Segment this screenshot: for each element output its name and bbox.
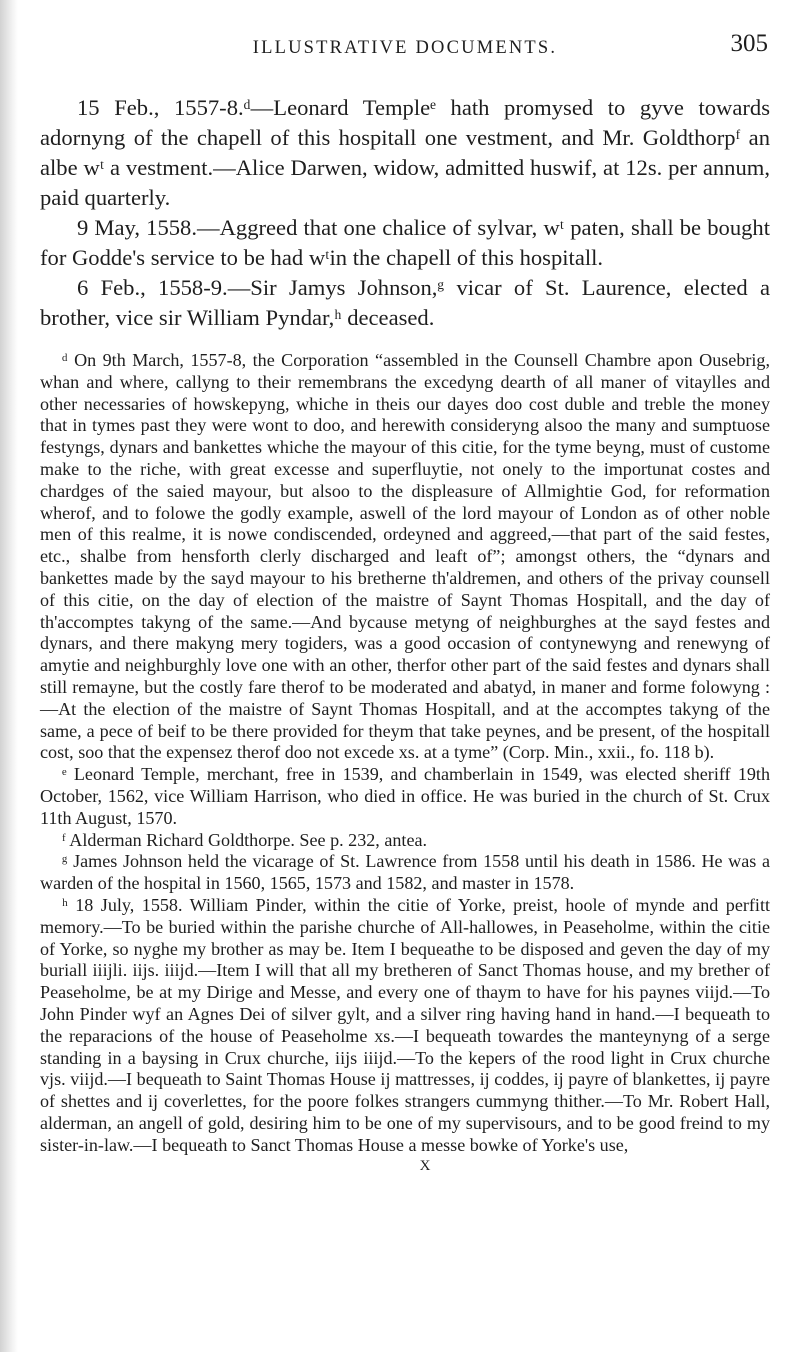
footnotes [40, 350, 770, 1156]
main-text [40, 93, 770, 333]
footnote-e: ᵉ Leonard Temple, merchant, free in 1539, and chamberlain in 1549, was elected sheriff 19th October, 1562, vice William Harrison, who died in office. He was buried in the church of St. Crux 11th August, 1570. [40, 764, 770, 828]
entry-paragraph: 9 May, 1558.—Aggreed that one chalice of sylvar, wᵗ paten, shall be bought for Godde's service to be had wᵗin the chapell of this hospitall. [40, 215, 770, 270]
entry-paragraph: 15 Feb., 1557-8.ᵈ—Leonard Templeᵉ hath promysed to gyve towards adornyng of the chapell of this hospitall one vestment, and Mr. Goldthorpᶠ an albe wᵗ a vestment.—Alice Darwen, widow, admitted huswif, at 12s. per annum, paid quarterly. [40, 95, 770, 210]
footnote-d: ᵈ On 9th March, 1557-8, the Corporation “assembled in the Counsell Chambre apon Ousebrig, whan and where, callyng to their remembrans the excedyng dearth of all maner of vitaylles and other necessaries of howskepyng, whiche in theis our dayes doo cost duble and treble the money that in tymes past they were wont to doo, and herewith consideryng alsoo the many and sumptuose festyngs, dynars and bankettes whiche the mayour of this citie, for the tyme beyng, must of custome make to the riche, with great excesse and superfluytie, not onely to the importunat costes and chardges of the saied mayour, but alsoo to the displeasure of Allmightie God, for reformation wherof, and to folowe the godly example, aswell of the lord mayour of London as of other noble men of this realme, it is nowe condiscended, ordeyned and aggreed,—that part of the said festes, etc., shalbe from hensforth clerly discharged and leaft of”; amongst others, the “dynars and bankettes made by the sayd mayour to his bretherne th'aldremen, and others of the privay counsell of this citie, on the day of election of the maistre of Saynt Thomas Hospitall, and the day of th'accomptes takyng of the same.—And bycause metyng of neighburghes at the sayd festes and dynars, and there makyng mery togiders, was a good occasion of contynewyng and renewyng of amytie and neighburghly love one with an other, therfor other part of the said festes and dynars shall still remayne, but the costly fare therof to be moderated and abatyd, in maner and forme folowyng :—At the election of the maistre of Saynt Thomas Hospitall, and at the accomptes takyng of the same, a pece of beif to be there provided for theym that take peynes, and be present, of the hospitall cost, soo that the expensez therof doo not excede xs. at a tyme” (Corp. Min., xxii., fo. 118 b). [40, 350, 770, 763]
page-number: 305 [730, 30, 768, 57]
footnote-h: ʰ 18 July, 1558. William Pinder, within the citie of Yorke, preist, hoole of mynde and perfitt memory.—To be buried within the parishe churche of All-hallowes, in Peaseholme, within the citie of Yorke, so nyghe my brother as may be. Item I bequeathe to be disposed and geven the day of my buriall iiijli. iijs. iiijd.—Item I will that all my bretheren of Sanct Thomas house, and my brether of Peaseholme, be at my Dirige and Messe, and every one of thaym to have for his paynes viijd.—To John Pinder wyf an Agnes Dei of silver gylt, and a silver ring having hand in hand.—I bequeath to the reparacions of the house of Peaseholme xs.—I bequeath towardes the manteynyng of a serge standing in a baysing in Crux churche, iijs iiijd.—To the kepers of the rood light in Crux churche vjs. viijd.—I bequeath to Saint Thomas House ij mattresses, ij coddes, ij payre of blankettes, ij payre of shettes and ij coverlettes, for the poore folkes strangers cummyng thither.—To Mr. Robert Hall, alderman, an angell of gold, desiring him to be one of my supervisours, and to be good freind to my sister-in-law.—I bequeath to Sanct Thomas House a messe bowke of Yorke's use, [40, 894, 770, 1155]
running-head: ILLUSTRATIVE DOCUMENTS. [252, 38, 558, 58]
entry-paragraph: 6 Feb., 1558-9.—Sir Jamys Johnson,ᵍ vicar of St. Laurence, elected a brother, vice sir William Pyndar,ʰ deceased. [40, 275, 770, 330]
footnote-g: ᵍ James Johnson held the vicarage of St. Lawrence from 1558 until his death in 1586. He was a warden of the hospital in 1560, 1565, 1573 and 1582, and master in 1578. [40, 851, 770, 894]
book-page [40, 26, 770, 1175]
page-header [40, 26, 770, 66]
signature-mark: X [419, 1158, 431, 1175]
footnote-f: ᶠ Alderman Richard Goldthorpe. See p. 232, antea. [62, 829, 428, 850]
page-edge-shadow [0, 0, 18, 1352]
